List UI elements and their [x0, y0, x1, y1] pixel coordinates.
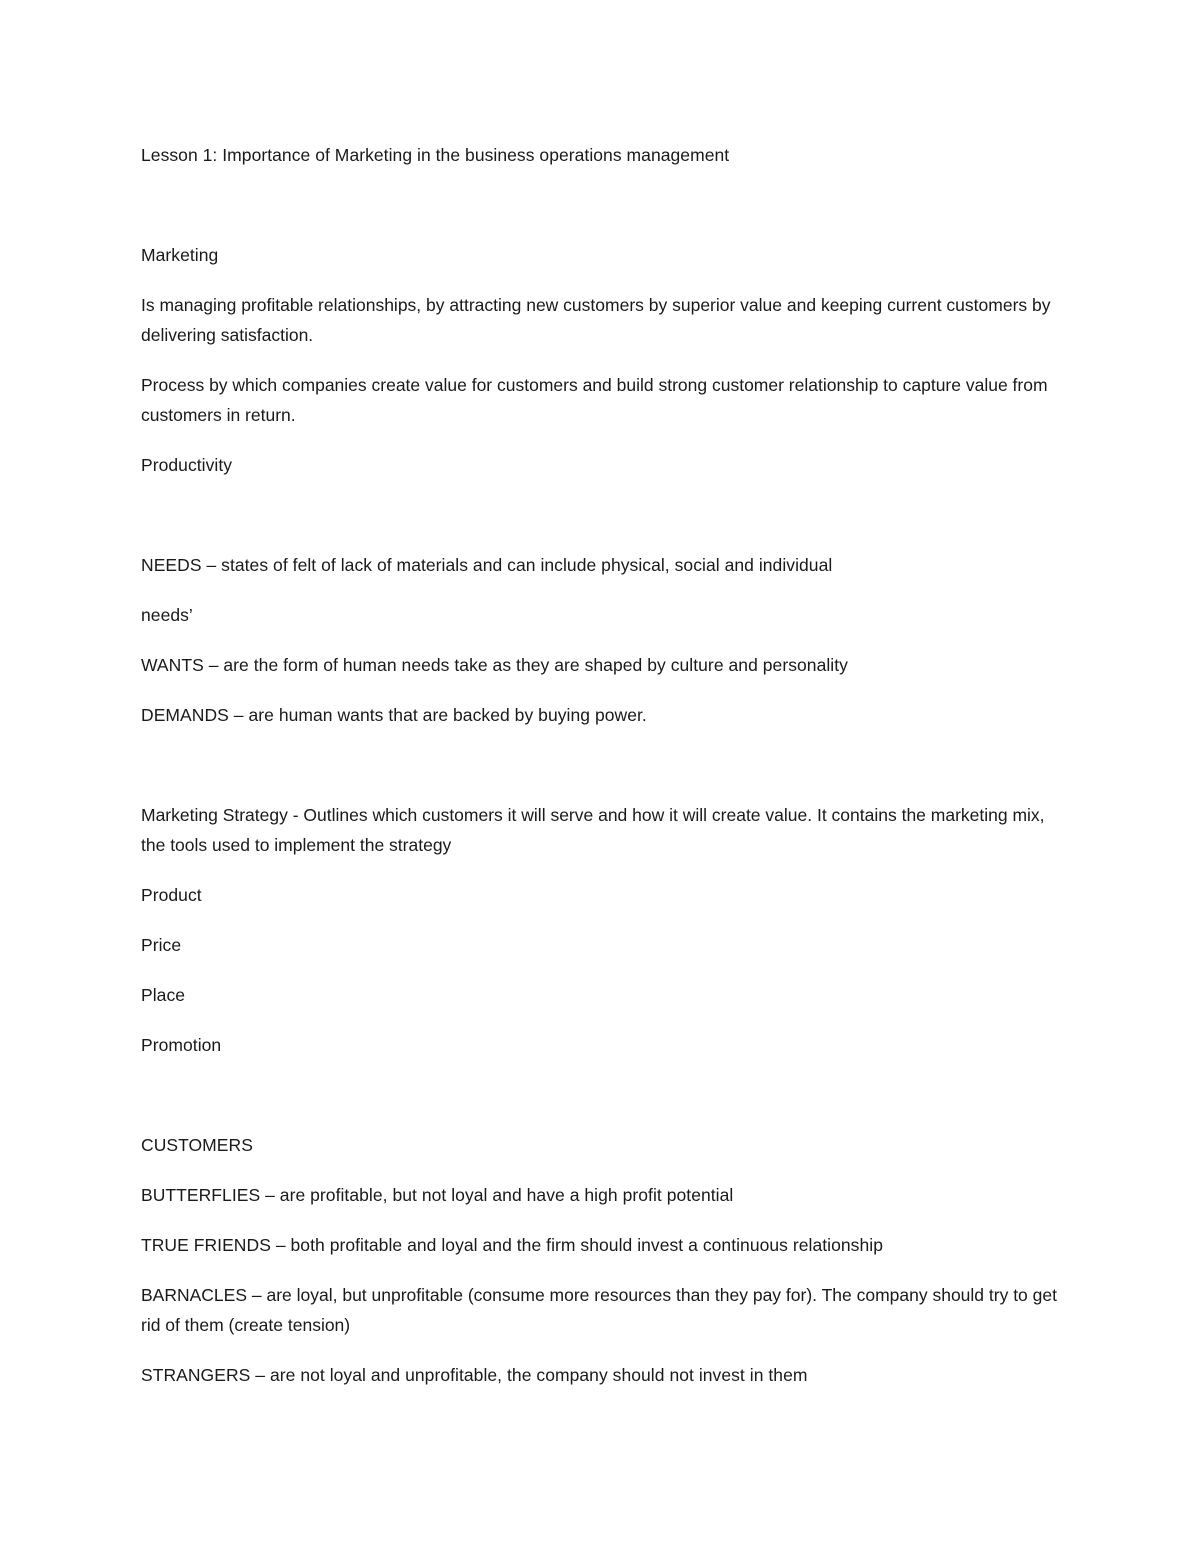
- lesson-title: Lesson 1: Importance of Marketing in the business operations management: [141, 145, 730, 165]
- productivity-label: Productivity: [141, 455, 233, 475]
- needs-definition: NEEDS – states of felt of lack of materials and can include physical, social and individual: [141, 555, 833, 575]
- customers-heading: CUSTOMERS: [141, 1135, 253, 1155]
- mix-item-price: Price: [141, 935, 182, 955]
- strangers-definition: STRANGERS – are not loyal and unprofitable, the company should not invest in them: [141, 1365, 808, 1385]
- mix-item-promotion: Promotion: [141, 1035, 222, 1055]
- butterflies-definition: BUTTERFLIES – are profitable, but not loyal and have a high profit potential: [141, 1185, 734, 1205]
- wants-definition: WANTS – are the form of human needs take as they are shaped by culture and personality: [141, 655, 848, 675]
- needs-continuation: needs’: [141, 605, 193, 625]
- barnacles-definition: BARNACLES – are loyal, but unprofitable (consume more resources than they pay for). The company should try to get rid of them (create tension): [141, 1285, 1057, 1335]
- true-friends-definition: TRUE FRIENDS – both profitable and loyal and the firm should invest a continuous relationship: [141, 1235, 883, 1255]
- marketing-strategy-text: Marketing Strategy - Outlines which customers it will serve and how it will create value. It contains the marketing mix, the tools used to implement the strategy: [141, 805, 1045, 855]
- mix-item-place: Place: [141, 985, 186, 1005]
- mix-item-product: Product: [141, 885, 202, 905]
- demands-definition: DEMANDS – are human wants that are backed by buying power.: [141, 705, 647, 725]
- marketing-definition-2: Process by which companies create value for customers and build strong customer relationship to capture value from customers in return.: [141, 375, 1048, 425]
- marketing-definition-1: Is managing profitable relationships, by attracting new customers by superior value and keeping current customers by delivering satisfaction.: [141, 295, 1051, 345]
- marketing-heading: Marketing: [141, 245, 219, 265]
